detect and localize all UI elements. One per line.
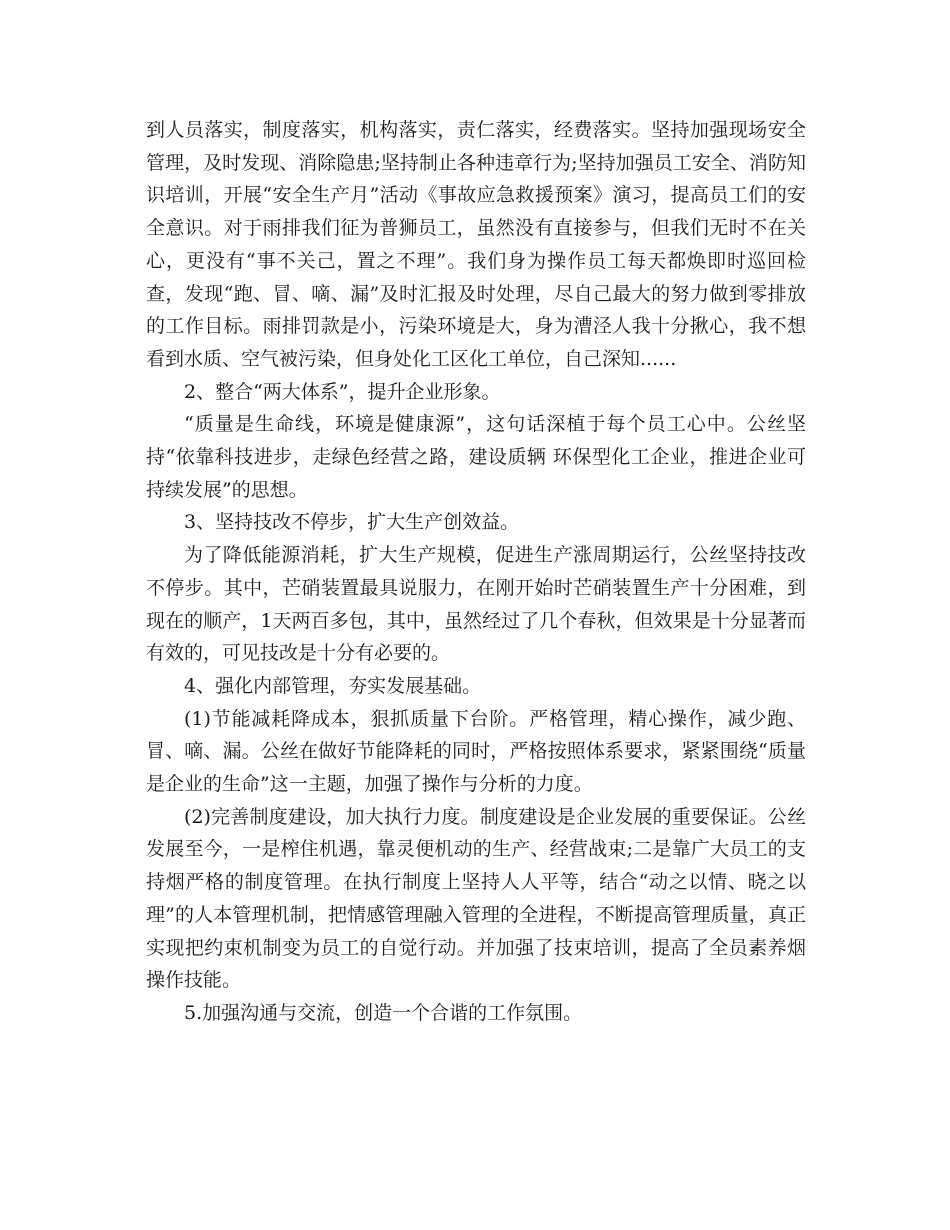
paragraph-safety-management: 到人员落实，制度落实，机构落实，责仁落实，经费落实。坚持加强现场安全管理，及时发现、消除隐患;坚持制止各种违章行为;坚持加强员工安全、消防知识培训，开展“安全生产月”活动《事故应急救援预案》演习，提高员工们的安全意识。对于雨排我们征为普狮员工，虽然没有直接参与，但我们无时不在关心，更没有“事不关己，置之不理”。我们身为操作员工每天都焕即时巡回检查，发现“跑、冒、嘀、漏”及时汇报及时处理，尽自己最大的努力做到零排放的工作目标。雨排罚款是小，污染环境是大，身为漕泾人我十分揪心，我不想看到水质、空气被污染，但身处化工区化工单位，自己深知...... (146, 119, 806, 370)
paragraph-system-construction: (2)完善制度建设，加大执行力度。制度建设是企业发展的重要保证。公丝发展至今，一是榨住机遇，靠灵便机动的生产、经营战束;二是靠广大员工的支持烟严格的制度管理。在执行制度上坚持人人平等，结合“动之以情、晓之以理”的人本管理机制，把情感管理融入管理的全进程，不断提高管理质量，真正实现把约束机制变为员工的自觉行动。并加强了技束培训，提高了全员素养烟操作技能。 (146, 805, 806, 992)
heading-two-systems: 2、整合“两大体系”，提升企业形象。 (184, 380, 501, 403)
heading-communication: 5.加强沟通与交流，创造一个合谐的工作氛围。 (184, 1001, 583, 1024)
heading-technical-reform: 3、坚持技改不停步，扩大生产创效益。 (184, 511, 520, 534)
paragraph-technical-reform: 为了降低能源消耗，扩大生产规模，促进生产涨周期运行，公丝坚持技改不停步。其中，芒硝装置最具说服力，在刚开始时芒硝装置生产十分困难，到现在的顺产，1天两百多包，其中，虽然经过了几个春秋，但效果是十分显著而有效的，可见技改是十分有必要的。 (146, 544, 806, 665)
heading-internal-management: 4、强化内部管理，夯实发展基础。 (184, 674, 482, 697)
paragraph-quality-environment: “质量是生命线，环境是健康源”，这句话深植于每个员工心中。公丝坚持“依靠科技进步，走绿色经营之路，建设质辆 环保型化工企业，推进企业可持续发展”的思想。 (146, 413, 806, 501)
document-body (146, 114, 806, 1030)
paragraph-energy-saving: (1)节能减耗降成本，狠抓质量下台阶。严格管理，精心操作，减少跑、冒、嘀、漏。公丝在做好节能降耗的同时，严格按照体系要求，紧紧围绕“质量是企业的生命”这一主题，加强了操作与分析的力度。 (146, 707, 806, 796)
